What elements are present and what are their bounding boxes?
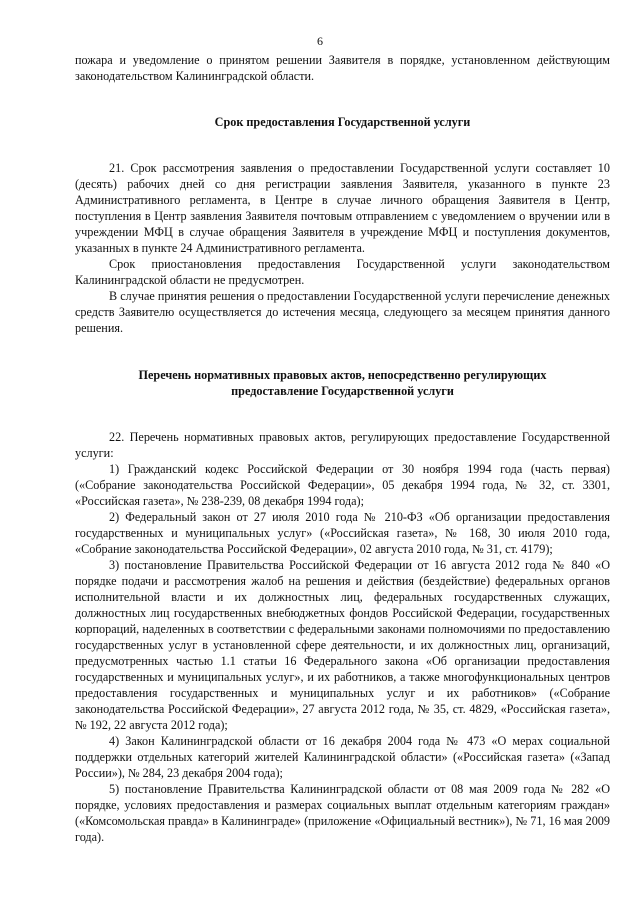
list-item-5: 5) постановление Правительства Калининградской области от 08 мая 2009 года № 282 «О порядке, условиях предоставления и размерах социальных выплат отдельным категориям граждан» («Комсомольская правда» в Калининграде» (приложение «Официальный вестник»), № 71, 16 мая 2009 года). [75,782,610,844]
list-item-3: 3) постановление Правительства Российской Федерации от 16 августа 2012 года № 840 «О порядке подачи и рассмотрения жалоб на решения и действия (бездействие) федеральных органов исполнительной власти и их должностных лиц, федеральных государственных служащих, должностных лиц государственных внебюджетных фондов Российской Федерации, государственных корпораций, наделенных в соответствии с федеральными законами полномочиями по предоставлению государственных услуг в установленной сфере деятельности, и их должностных лиц, организаций, предусмотренных частью 1.1 статьи 16 Федерального закона «Об организации предоставления государственных и муниципальных услуг», и их работников, а также многофункциональных центров предоставления государственных и муниципальных услуг и их работников» («Собрание законодательства Российской Федерации», 27 августа 2012 года, № 35, ст. 4829, «Российская газета», № 192, 22 августа 2012 года); [75,558,610,732]
section-heading-acts [75,367,610,399]
intro-paragraph: пожара и уведомление о принятом решении Заявителя в порядке, установленном действующим законодательством Калининградской области. [75,53,610,83]
list-item-2: 2) Федеральный закон от 27 июля 2010 года № 210-ФЗ «Об организации предоставления государственных и муниципальных услуг» («Российская газета», № 168, 30 июля 2010 года, «Собрание законодательства Российской Федерации», 02 августа 2010 года, № 31, ст. 4179); [75,510,610,556]
page-number: 6 [317,34,323,48]
section-heading-term: Срок предоставления Государственной услуги [214,115,471,129]
list-item-1: 1) Гражданский кодекс Российской Федерации от 30 ноября 1994 года (часть первая) («Собрание законодательства Российской Федерации», 05 декабря 1994 года, № 32, ст. 3301, «Российская газета», № 238-239, 08 декабря 1994 года); [75,462,610,508]
list-item-4: 4) Закон Калининградской области от 16 декабря 2004 года № 473 «О мерах социальной поддержки отдельных категорий жителей Калининградской области» («Российская газета» («Запад России»), № 284, 23 декабря 2004 года); [75,734,610,780]
document-body [75,52,610,845]
paragraph-payment: В случае принятия решения о предоставлении Государственной услуги перечисление денежных средств Заявителю осуществляется до истечения месяца, следующего за месяцем принятия данного решения. [75,289,610,335]
paragraph-21: 21. Срок рассмотрения заявления о предоставлении Государственной услуги составляет 10 (десять) рабочих дней со дня регистрации заявления Заявителя, указанного в пункте 23 Административного регламента, в Центре в случае личного обращения Заявителя в Центр, поступления в Центр заявления Заявителя почтовым отправлением с уведомлением о вручении или в учреждении МФЦ в случае обращения Заявителя в учреждение МФЦ и поступления документов, указанных в пункте 24 Административного регламента. [75,161,610,255]
section-heading-acts-line2: предоставление Государственной услуги [231,384,454,398]
paragraph-22: 22. Перечень нормативных правовых актов, регулирующих предоставление Государственной услуги: [75,430,610,460]
section-heading-acts-line1: Перечень нормативных правовых актов, непосредственно регулирующих [138,368,547,382]
paragraph-suspension: Срок приостановления предоставления Государственной услуги законодательством Калининградской области не предусмотрен. [75,257,610,287]
